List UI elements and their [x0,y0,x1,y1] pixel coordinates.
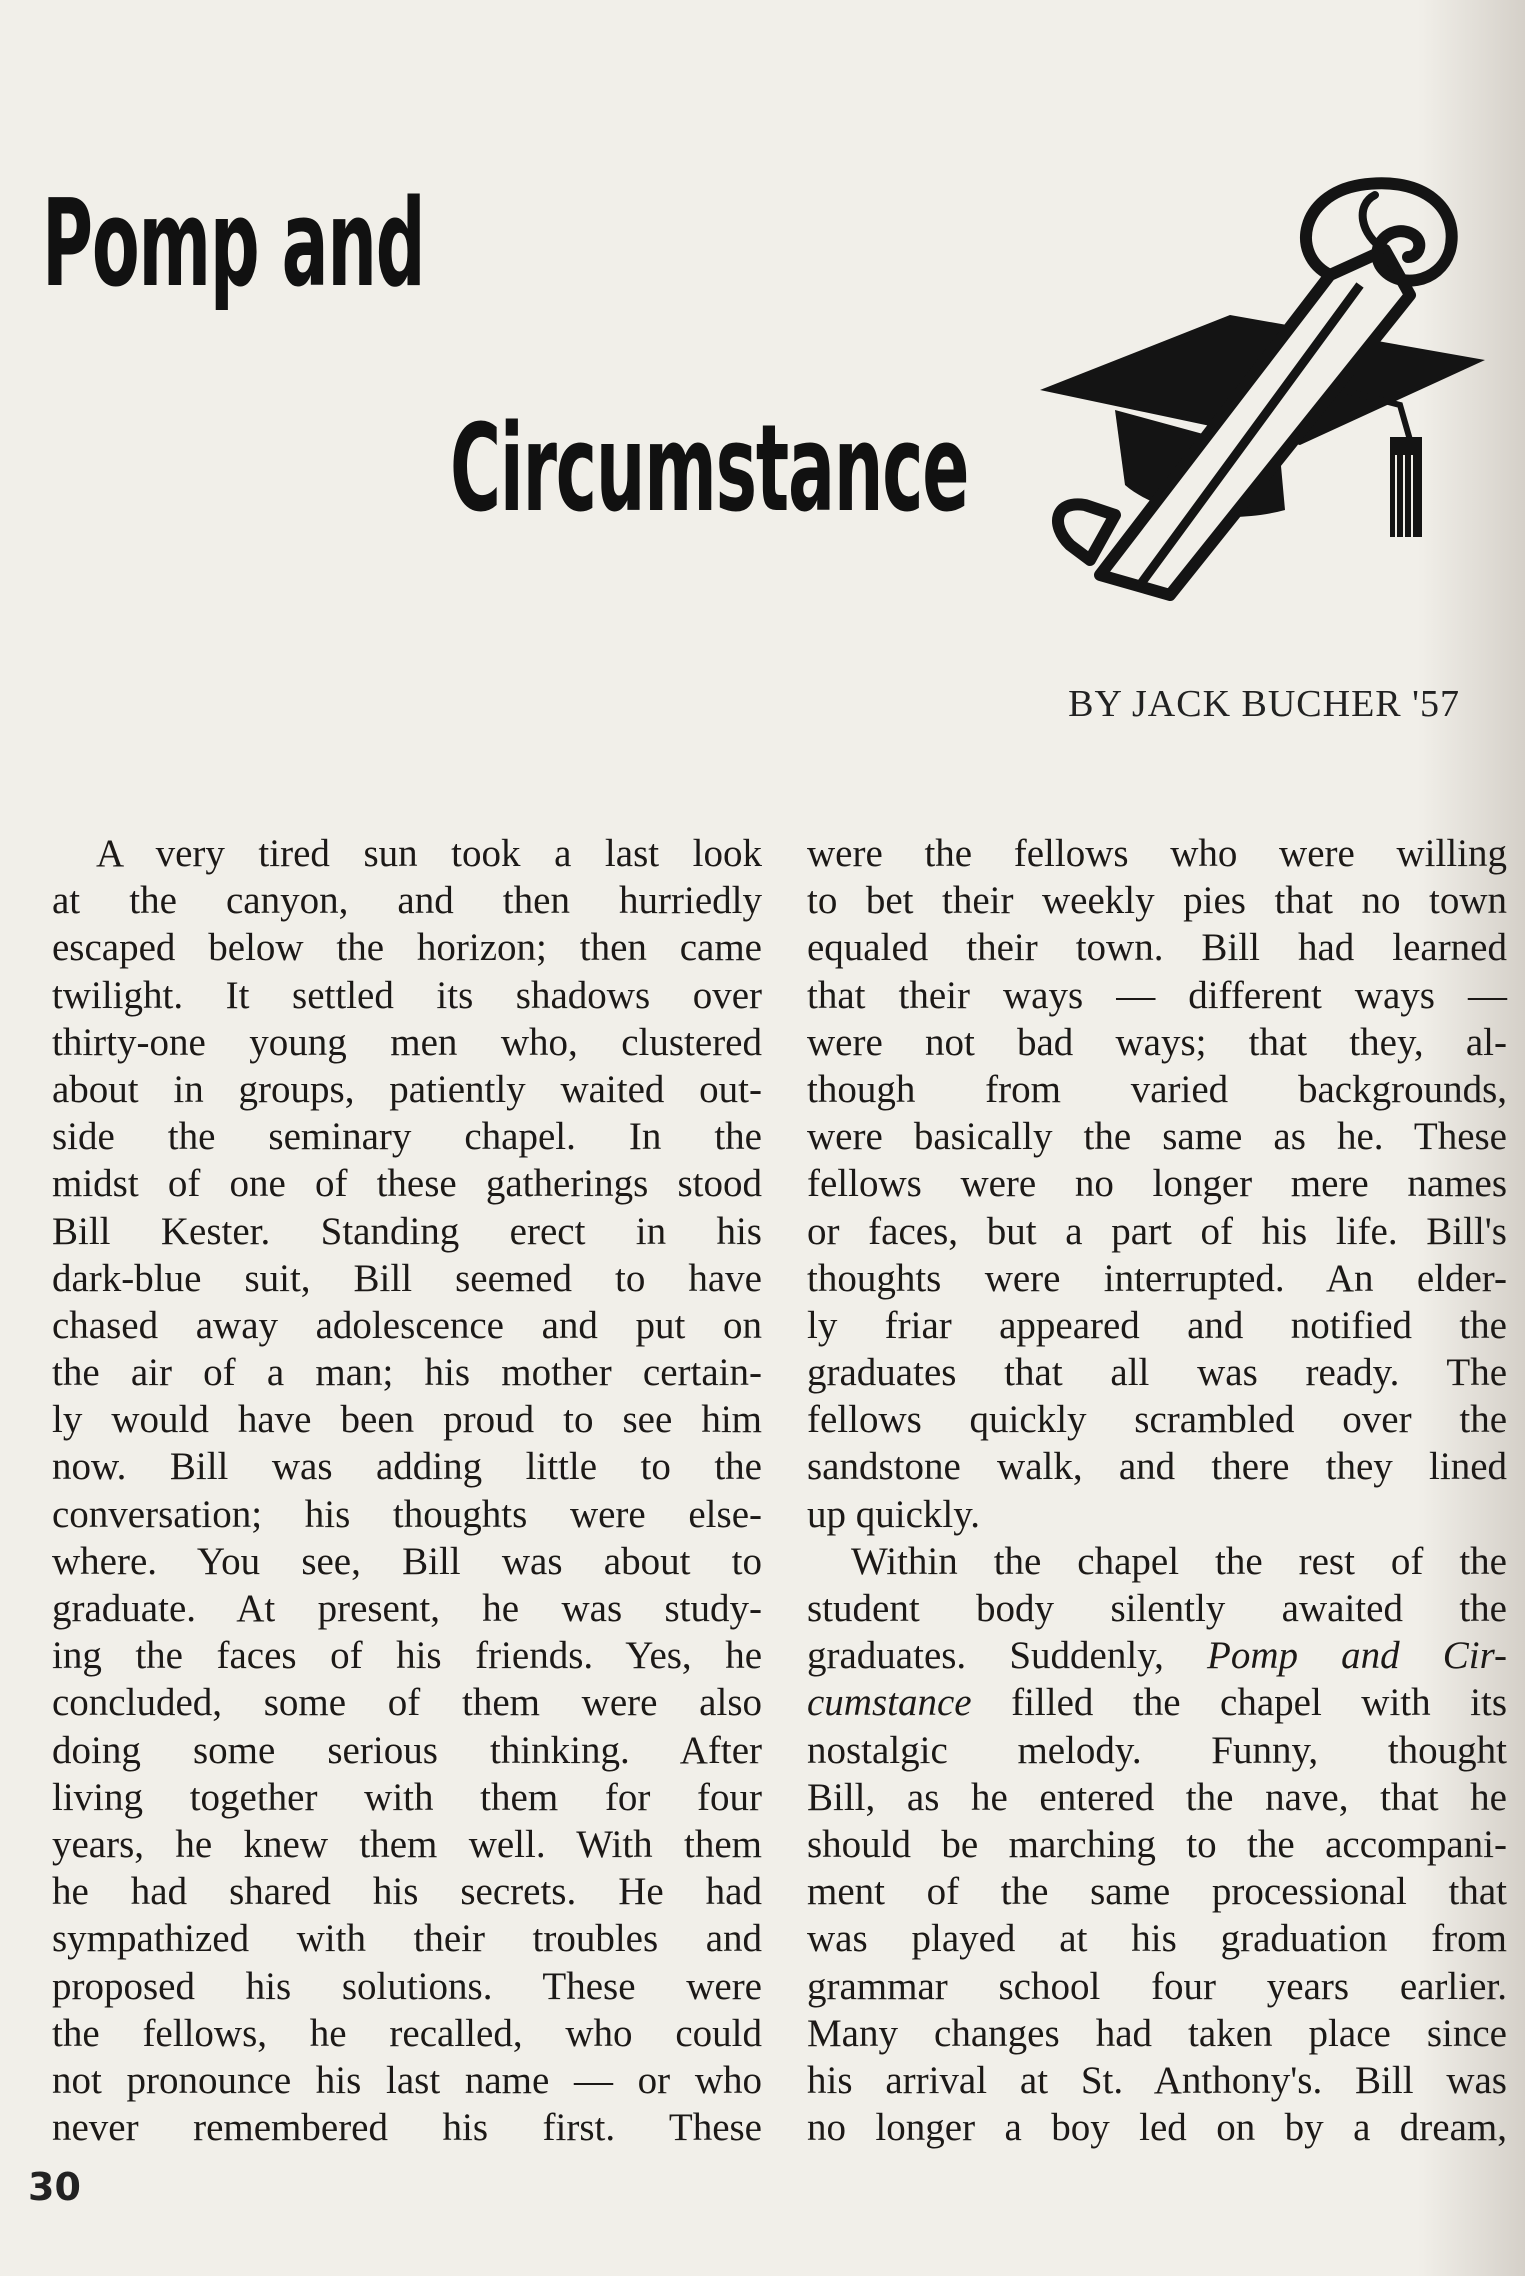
text-line: to bet their weekly pies that no town [807,879,1507,923]
text-line: side the seminary chapel. In the [52,1115,762,1159]
text-line: were not bad ways; that they, al- [807,1020,1507,1064]
text-line: he had shared his secrets. He had [52,1870,762,1914]
article-title-line-1: Pomp and [42,175,425,314]
text-line: A very tired sun took a last look [96,832,762,875]
text-line: were basically the same as he. These [807,1115,1507,1159]
text-line: though from varied backgrounds, [807,1067,1507,1111]
text-line: the fellows, he recalled, who could [52,2011,762,2055]
text-line: ing the faces of his friends. Yes, he [52,1634,762,1678]
text-line: dark-blue suit, Bill seemed to have [52,1256,762,1300]
page-number: 30 [28,2165,81,2209]
text-line: at the canyon, and then hurriedly [52,879,762,923]
text-line: up quickly. [807,1492,980,1536]
text-line: graduates. Suddenly, Pomp and Cir- [807,1634,1507,1678]
text-line: not pronounce his last name — or who [52,2058,762,2102]
text-line: ly friar appeared and notified the [807,1303,1507,1347]
text-line: student body silently awaited the [807,1587,1507,1630]
text-line: ment of the same processional that [807,1870,1507,1914]
text-line: about in groups, patiently waited out- [52,1067,762,1111]
text-line: chased away adolescence and put on [52,1303,762,1347]
text-line: cumstance filled the chapel with its [807,1681,1507,1725]
text-line: the air of a man; his mother certain- [52,1351,762,1395]
text-line: proposed his solutions. These were [52,1964,762,2008]
text-line: living together with them for four [52,1775,762,1819]
article-byline: BY JACK BUCHER '57 [1068,683,1460,725]
text-line: where. You see, Bill was about to [52,1539,762,1583]
text-line: no longer a boy led on by a dream, [807,2106,1507,2150]
article-title-line-2: Circumstance [450,400,969,539]
text-line: Many changes had taken place since [807,2011,1507,2055]
text-line: conversation; his thoughts were else- [52,1492,762,1536]
text-line: doing some serious thinking. After [52,1728,762,1772]
text-line: Bill Kester. Standing erect in his [52,1209,762,1253]
article-column-right [807,830,1507,2151]
text-line: grammar school four years earlier. [807,1964,1507,2008]
text-line: thoughts were interrupted. An elder- [807,1256,1507,1300]
graduation-cap-and-diploma-icon [1030,165,1490,605]
text-line: sandstone walk, and there they lined [807,1445,1507,1489]
text-line: ly would have been proud to see him [52,1398,762,1442]
text-line: fellows were no longer mere names [807,1162,1507,1206]
text-line: should be marching to the accompani- [807,1822,1507,1866]
text-line: concluded, some of them were also [52,1681,762,1725]
text-line: his arrival at St. Anthony's. Bill was [807,2058,1507,2102]
text-line: graduates that all was ready. The [807,1351,1507,1395]
text-line: never remembered his first. These [52,2106,762,2150]
text-line: thirty-one young men who, clustered [52,1020,762,1064]
text-line: that their ways — different ways — [807,973,1507,1017]
text-line: were the fellows who were willing [807,832,1507,875]
text-line: equaled their town. Bill had learned [807,926,1507,970]
text-line: fellows quickly scrambled over the [807,1398,1507,1442]
text-line: now. Bill was adding little to the [52,1445,762,1489]
article-column-left [52,830,762,2151]
text-line: nostalgic melody. Funny, thought [807,1728,1507,1772]
text-line: sympathized with their troubles and [52,1917,762,1961]
text-line: or faces, but a part of his life. Bill's [807,1209,1507,1253]
text-line: was played at his graduation from [807,1917,1507,1961]
text-line: Within the chapel the rest of the [851,1539,1507,1583]
text-line: graduate. At present, he was study- [52,1587,762,1630]
text-line: Bill, as he entered the nave, that he [807,1775,1507,1819]
text-line: twilight. It settled its shadows over [52,973,762,1017]
text-line: escaped below the horizon; then came [52,926,762,970]
text-line: midst of one of these gatherings stood [52,1162,762,1206]
text-line: years, he knew them well. With them [52,1822,762,1866]
